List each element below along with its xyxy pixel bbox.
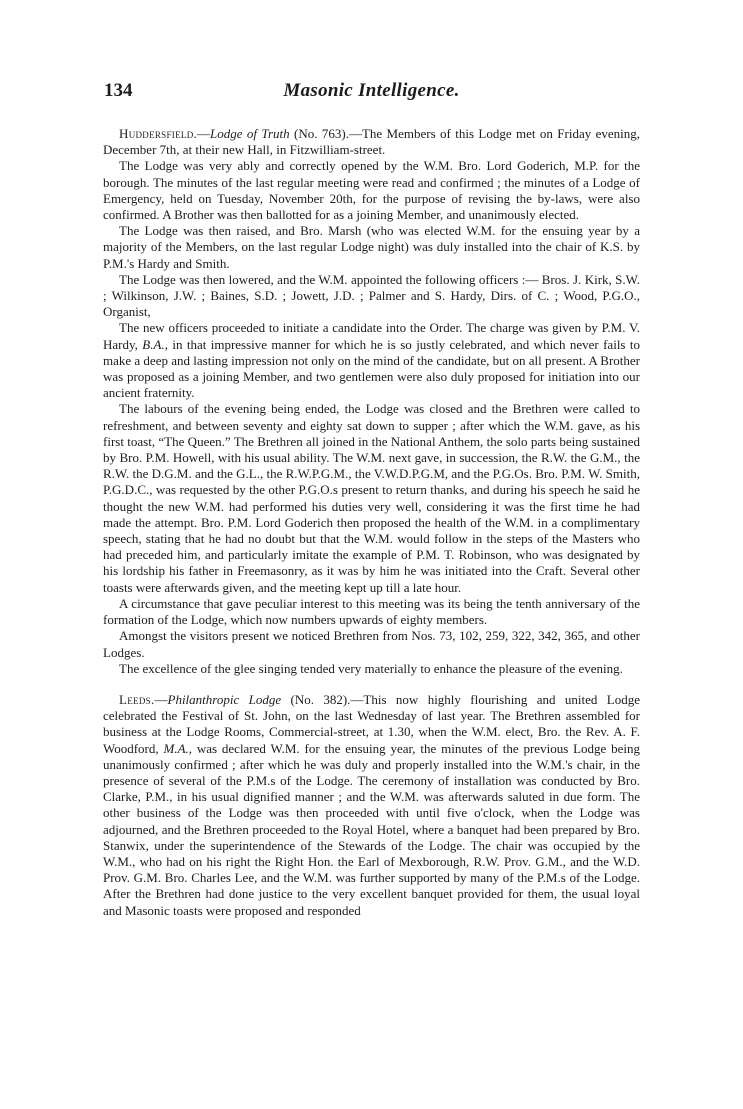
huddersfield-paragraph-8: Amongst the visitors present we noticed Brethren from Nos. 73, 102, 259, 322, 342, 365, and other Lodges. xyxy=(103,628,640,660)
leeds-degree-ma: M.A. xyxy=(163,740,189,756)
article-body xyxy=(103,126,640,919)
huddersfield-paragraph-1 xyxy=(103,126,640,158)
running-title: Masonic Intelligence. xyxy=(283,80,460,101)
huddersfield-paragraph-5 xyxy=(103,320,640,401)
huddersfield-paragraph-9: The excellence of the glee singing tended very materially to enhance the pleasure of the evening. xyxy=(119,660,623,676)
huddersfield-paragraph-5-text-b: , in that impressive manner for which he is so justly celebrated, and which never fails to make a deep and lasting impression not only on the mind of the candidate, but on all present. A Brother was proposed as a joining Member, and two gentlemen were also duly proposed for initiation into our ancient fraternity. xyxy=(103,336,640,401)
huddersfield-paragraph-3: The Lodge was then raised, and Bro. Marsh (who was elected W.M. for the ensuing year by a majority of the Members, on the last regular Lodge night) was duly installed into the chair of K.S. by P.M.'s Hardy and Smith. xyxy=(103,223,640,271)
huddersfield-paragraph-7: A circumstance that gave peculiar interest to this meeting was its being the tenth anniversary of the formation of the Lodge, which now numbers upwards of eighty members. xyxy=(103,595,640,628)
huddersfield-degree-ba: B.A. xyxy=(142,336,165,352)
huddersfield-paragraph-1-text: (No. 763).—The Members of this Lodge met on Friday evening, December 7th, at their new Hall, in Fitzwilliam-street. xyxy=(103,126,641,158)
leeds-place-heading: Leeds. xyxy=(119,691,155,707)
leeds-lodge-name: Philanthropic Lodge xyxy=(167,691,282,707)
huddersfield-place-heading: Huddersfield. xyxy=(119,126,198,141)
leeds-dash: — xyxy=(154,691,168,707)
huddersfield-paragraph-6: The labours of the evening being ended, the Lodge was closed and the Brethren were called to refreshment, and between seventy and eighty sat down to supper ; after which the W.M. gave, as his first toast, “The Queen.” The Brethren all joined in the National Anthem, the solo parts being sustained by Bro. P.M. Howell, with his usual ability. The W.M. next gave, in succession, the R.W. the G.M., the R.W. the D.G.M. and the G.L., the R.W.P.G.M., the V.W.D.P.G.M, and the P.G.Os. Bro. P.M. W. Smith, P.G.D.C., was requested by the other P.G.O.s present to return thanks, and during his speech he said he thought the new W.M. had performed his duties very well, considering it was the first time he had made the attempt. Bro. P.M. Lord Goderich then proposed the health of the W.M. in a complimentary speech, stating that he had no doubt but that the W.M. would follow in the steps of the Masters who had preceded him, and particularly imitate the example of P.M. T. Robinson, who was designated by his lordship his father in Freemasonry, as it was by him he was initiated into the Craft. Several other toasts were afterwards given, and the meeting kept up till a late hour. xyxy=(103,401,640,595)
huddersfield-paragraph-2: The Lodge was very ably and correctly opened by the W.M. Bro. Lord Goderich, M.P. for the borough. The minutes of the last regular meeting were read and confirmed ; the minutes of a Lodge of Emergency, held on Tuesday, November 20th, for the purpose of revising the by-laws, were also confirmed. A Brother was then ballotted for as a joining Member, and unanimously elected. xyxy=(103,158,640,223)
huddersfield-dash: — xyxy=(197,126,211,141)
huddersfield-paragraph-5-text-a: The new officers proceeded to initiate a candidate into the Order. The charge was given by P.M. V. Hardy, xyxy=(103,320,640,352)
leeds-paragraph-1 xyxy=(103,692,640,919)
leeds-paragraph-1-text-b: , was declared W.M. for the ensuing year, the minutes of the previous Lodge being unanimously confirmed ; after which he was duly and properly installed into the W.M.'s chair, in the presence of several of the P.M.s of the Lodge. The ceremony of installation was conducted by Bro. Clarke, P.M., in his usual dignified manner ; and the W.M. was afterwards saluted in due form. The other business of the Lodge was then proceeded with until five o'clock, when the Lodge was adjourned, and the Brethren proceeded to the Royal Hotel, where a banquet had been prepared by Bro. Stanwix, under the superintendence of the Stewards of the Lodge. The chair was occupied by the W.M., who had on his right the Right Hon. the Earl of Mexborough, R.W. Prov. G.M., and the W.D. Prov. G.M. Bro. Charles Lee, and the W.M. was further supported by many of the P.M.s of the Lodge. After the Brethren had done justice to the very excellent banquet provided for them, the usual loyal and Masonic toasts were proposed and responded xyxy=(103,740,641,918)
leeds-paragraph-1-text-a: (No. 382).—This now highly flourishing and united Lodge celebrated the Festival of St. John, on the last Wednesday of last year. The Brethren assembled for business at the Lodge Rooms, Commercial-street, at 1.30, when the W.M. elect, Bro. the Rev. A. F. Woodford, xyxy=(103,691,640,756)
huddersfield-lodge-name: Lodge of Truth xyxy=(210,126,290,141)
page-header xyxy=(104,80,639,104)
page-number: 134 xyxy=(104,80,133,101)
huddersfield-paragraph-4: The Lodge was then lowered, and the W.M. appointed the following officers :— Bros. J. Kirk, S.W. ; Wilkinson, J.W. ; Baines, S.D. ; Jowett, J.D. ; Palmer and S. Hardy, Dirs. of C. ; Wood, P.G.O., Organist, xyxy=(103,271,640,320)
section-gap xyxy=(103,677,640,692)
